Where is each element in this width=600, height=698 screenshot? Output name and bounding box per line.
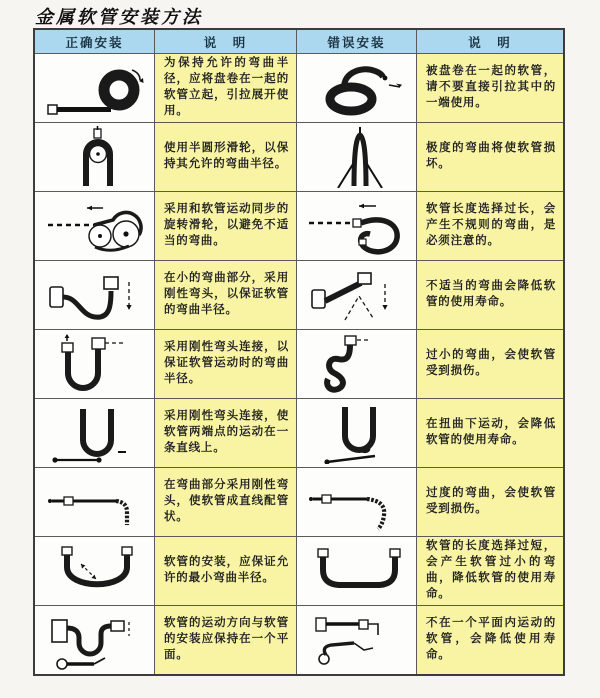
header-correct-note: 说 明 xyxy=(155,30,296,53)
wrong-image-cell xyxy=(297,399,416,467)
synchronized-rollers-icon xyxy=(39,195,151,257)
correct-image-cell xyxy=(35,399,154,467)
multi-plane-hoses-icon xyxy=(301,609,413,671)
wrong-image-cell xyxy=(297,537,416,605)
page-title: 金属软管安装方法 xyxy=(35,7,203,27)
overlong-irregular-loop-icon xyxy=(301,195,413,257)
correct-note-cell xyxy=(155,192,296,260)
wrong-note-cell xyxy=(417,399,563,467)
note-text: 为保持允许的弯曲半径，应将盘卷在一起的软管立起，引拉展开使用。 xyxy=(164,57,289,117)
header-wrong-note: 说 明 xyxy=(417,30,563,53)
wrong-image-cell xyxy=(297,54,416,122)
note-text: 不在一个平面内运动的软管，会降低使用寿命。 xyxy=(426,617,556,661)
note-text: 被盘卷在一起的软管，请不要直接引拉其中的一端使用。 xyxy=(426,65,556,109)
hose-coil-standing-icon xyxy=(39,57,151,119)
correct-image-cell xyxy=(35,606,154,674)
excessive-elbow-bend-icon xyxy=(301,471,413,533)
aligned-u-hose-icon xyxy=(39,402,151,464)
note-text: 在弯曲部分采用刚性弯头，使软管成直线配管状。 xyxy=(164,479,289,523)
single-plane-trap-icon xyxy=(39,609,151,671)
note-text: 在小的弯曲部分，采用刚性弯头，以保证软管的弯曲半径。 xyxy=(164,272,289,316)
correct-image-cell xyxy=(35,123,154,191)
note-text: 极度的弯曲将使软管损坏。 xyxy=(426,142,556,170)
wrong-note-cell xyxy=(417,537,563,605)
note-text: 采用刚性弯头连接，使软管两端点的运动在一条直线上。 xyxy=(164,410,289,454)
installation-table xyxy=(33,28,565,676)
header-wrong-install: 错误安装 xyxy=(297,30,416,53)
wrong-note-cell xyxy=(417,123,563,191)
correct-image-cell xyxy=(35,468,154,536)
overshort-taut-hose-icon xyxy=(301,540,413,602)
wrong-image-cell xyxy=(297,123,416,191)
correct-image-cell xyxy=(35,330,154,398)
wrong-note-cell xyxy=(417,468,563,536)
correct-note-cell xyxy=(155,468,296,536)
wrong-note-cell xyxy=(417,261,563,329)
correct-note-cell xyxy=(155,330,296,398)
wrong-note-cell xyxy=(417,330,563,398)
correct-note-cell xyxy=(155,537,296,605)
wrong-image-cell xyxy=(297,192,416,260)
wrong-image-cell xyxy=(297,468,416,536)
wrong-image-cell xyxy=(297,330,416,398)
correct-note-cell xyxy=(155,399,296,467)
note-text: 采用刚性弯头连接，以保证软管运动时的弯曲半径。 xyxy=(164,341,289,385)
improper-diagonal-bend-icon xyxy=(301,264,413,326)
rigid-elbow-small-bend-icon xyxy=(39,264,151,326)
correct-note-cell xyxy=(155,123,296,191)
note-text: 使用半圆形滑轮，以保持其允许的弯曲半径。 xyxy=(164,142,289,170)
header-correct-install: 正确安装 xyxy=(35,30,154,53)
correct-image-cell xyxy=(35,54,154,122)
note-text: 不适当的弯曲会降低软管的使用寿命。 xyxy=(426,280,556,308)
note-text: 过度的弯曲，会使软管受到损伤。 xyxy=(426,487,556,515)
correct-image-cell xyxy=(35,192,154,260)
wrong-image-cell xyxy=(297,261,416,329)
wrong-image-cell xyxy=(297,606,416,674)
straight-piping-elbow-icon xyxy=(39,471,151,533)
correct-note-cell xyxy=(155,54,296,122)
wrong-note-cell xyxy=(417,192,563,260)
correct-note-cell xyxy=(155,606,296,674)
undersized-s-bend-icon xyxy=(301,333,413,395)
note-text: 软管的安装，应保证允许的最小弯曲半径。 xyxy=(164,556,289,584)
wrong-note-cell xyxy=(417,606,563,674)
correct-image-cell xyxy=(35,261,154,329)
note-text: 软管的长度选择过短，会产生软管过小的弯曲，降低软管的使用寿命。 xyxy=(426,540,556,600)
note-text: 采用和软管运动同步的旋转滑轮，以避免不适当的弯曲。 xyxy=(164,203,289,247)
twisted-u-hose-icon xyxy=(301,402,413,464)
extreme-sharp-bend-icon xyxy=(301,126,413,188)
hose-coil-end-pulled-icon xyxy=(301,57,413,119)
semicircular-pulley-icon xyxy=(39,126,151,188)
wrong-note-cell xyxy=(417,54,563,122)
note-text: 软管的运动方向与软管的安装应保持在一个平面。 xyxy=(164,617,289,661)
rigid-elbow-u-hose-icon xyxy=(39,333,151,395)
correct-image-cell xyxy=(35,537,154,605)
note-text: 在扭曲下运动，会降低软管的使用寿命。 xyxy=(426,418,556,446)
note-text: 过小的弯曲，会使软管受到损伤。 xyxy=(426,349,556,377)
note-text: 软管长度选择过长，会产生不规则的弯曲，是必须注意的。 xyxy=(426,203,556,247)
min-radius-u-hose-icon xyxy=(39,540,151,602)
correct-note-cell xyxy=(155,261,296,329)
